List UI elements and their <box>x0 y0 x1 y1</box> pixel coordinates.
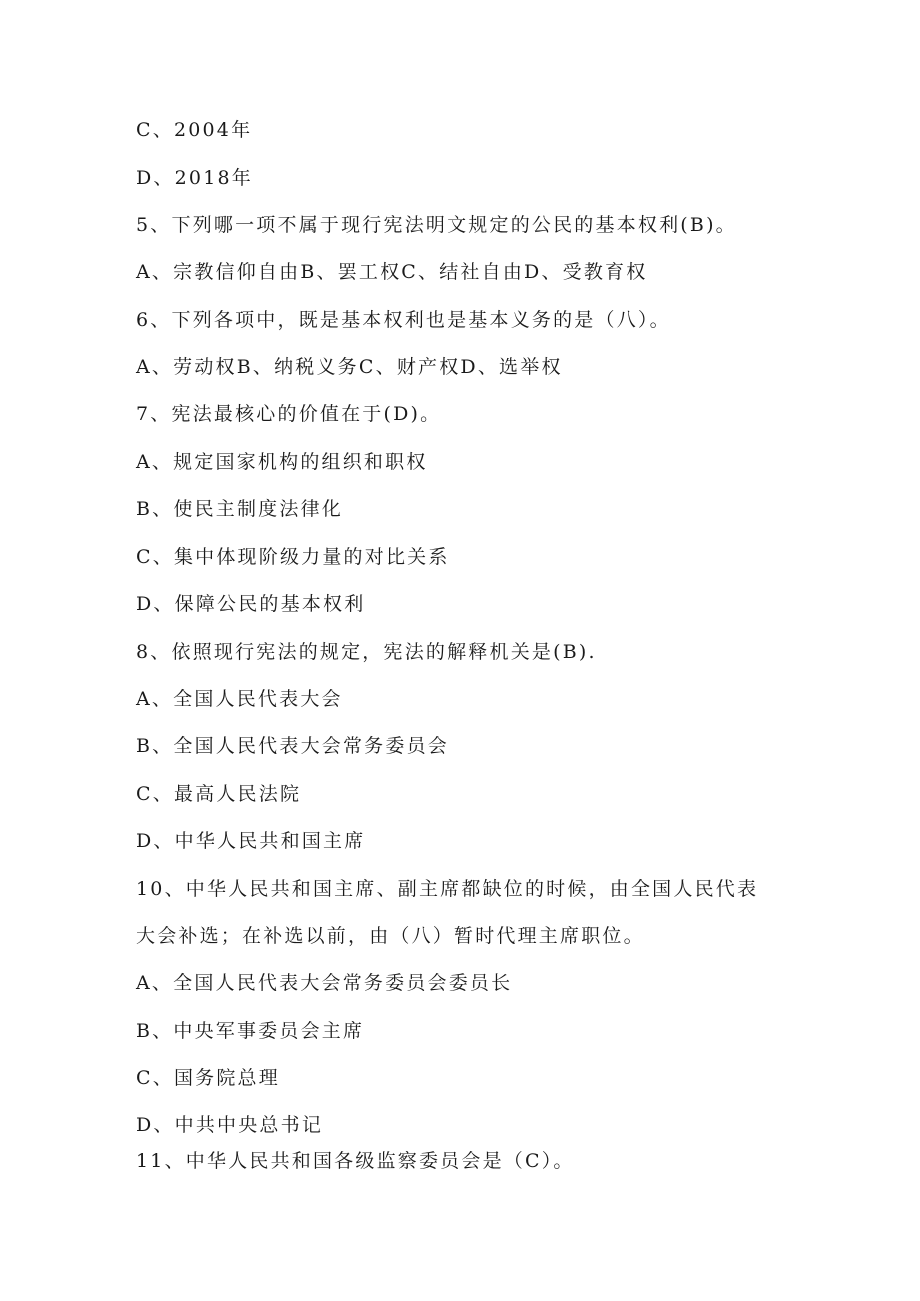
question-6: 6、下列各项中，既是基本权利也是基本义务的是（八）。 <box>136 309 671 331</box>
option-c-2004: C、2004年 <box>136 119 253 141</box>
question-7-option-b: B、使民主制度法律化 <box>136 498 343 520</box>
question-7: 7、宪法最核心的价值在于(D)。 <box>136 403 442 425</box>
question-8: 8、依照现行宪法的规定，宪法的解释机关是(B). <box>136 641 597 663</box>
question-10-line-2: 大会补选；在补选以前，由（八）暂时代理主席职位。 <box>136 925 645 947</box>
question-10-option-d: D、中共中央总书记 <box>136 1114 324 1136</box>
question-5-options: A、宗教信仰自由B、罢工权C、结社自由D、受教育权 <box>136 261 648 283</box>
question-7-option-c: C、集中体现阶级力量的对比关系 <box>136 546 450 568</box>
question-8-option-b: B、全国人民代表大会常务委员会 <box>136 735 449 757</box>
question-10-line-1: 10、中华人民共和国主席、副主席都缺位的时候，由全国人民代表 <box>136 878 759 900</box>
question-7-option-a: A、规定国家机构的组织和职权 <box>136 451 428 473</box>
question-11: 11、中华人民共和国各级监察委员会是（C）。 <box>136 1150 575 1172</box>
question-5: 5、下列哪一项不属于现行宪法明文规定的公民的基本权利(B)。 <box>136 214 737 236</box>
question-8-option-a: A、全国人民代表大会 <box>136 688 343 710</box>
question-10-option-a: A、全国人民代表大会常务委员会委员长 <box>136 972 513 994</box>
question-6-options: A、劳动权B、纳税义务C、财产权D、选举权 <box>136 356 563 378</box>
question-8-option-d: D、中华人民共和国主席 <box>136 830 366 852</box>
question-10-option-c: C、国务院总理 <box>136 1067 280 1089</box>
question-8-option-c: C、最高人民法院 <box>136 783 302 805</box>
question-10-option-b: B、中央军事委员会主席 <box>136 1020 365 1042</box>
question-7-option-d: D、保障公民的基本权利 <box>136 593 366 615</box>
option-d-2018: D、2018年 <box>136 167 253 189</box>
